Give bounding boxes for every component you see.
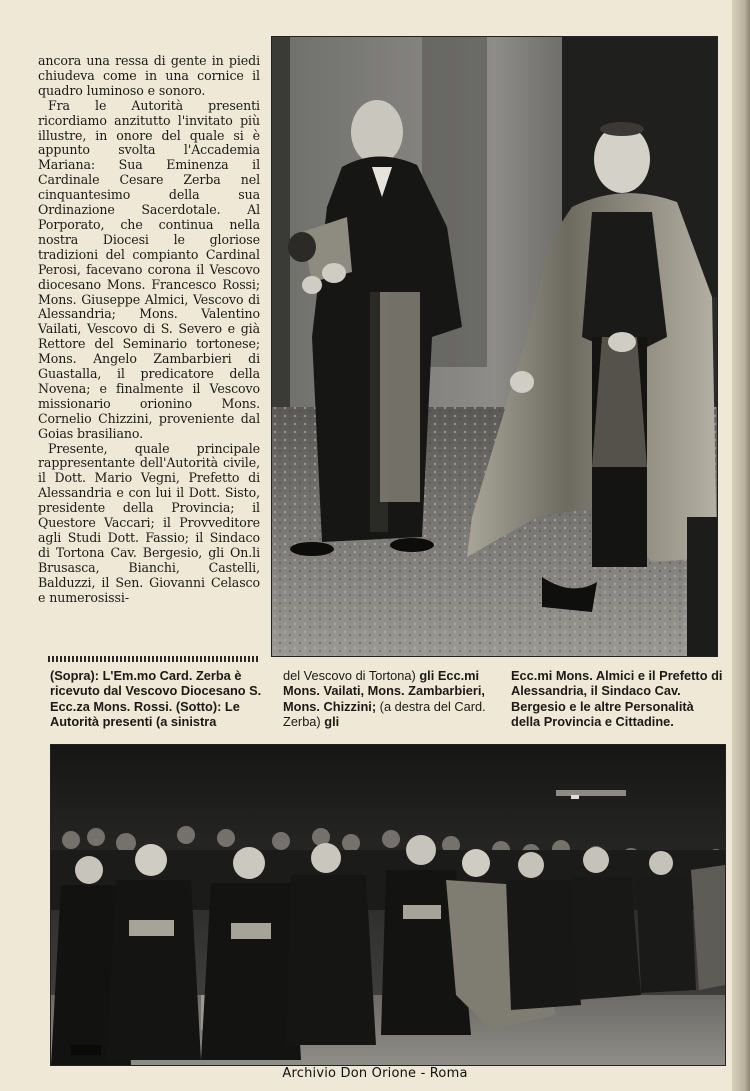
caption-column-2 (283, 668, 495, 730)
caption-text: del Vescovo di Tortona) (283, 668, 420, 683)
caption-column-1: (Sopra): L'Em.mo Card. Zerba è ricevuto dal Vescovo Diocesano S. Ecc.za Mons. Rossi. (Sotto): Le Autorità presenti (a sinistra (50, 668, 262, 730)
article-paragraph: Presente, quale principale rappresentante dell'Autorità civile, il Dott. Mario Vegni, Prefetto di Alessandria e con lui il Dott. Sisto, presidente della Provincia; il Questore Vaccari; il Provveditore agli Studi Dott. Fassio; il Sindaco di Tortona Cav. Bergesio, gli On.li Brusasca, Bianchi, Castelli, Balduzzi, il Sen. Giovanni Celasco e numerosissi- (38, 440, 260, 605)
article-column (38, 54, 260, 606)
caption-bold-text: gli Ecc.mi Mons. Vailati, Mons. Zambarbieri, Mons. Chizzini; (283, 668, 485, 714)
article-paragraph: ancora una ressa di gente in piedi chiudeva come in una cornice il quadro luminoso e sonoro. (38, 53, 260, 98)
caption-bold-text: gli (324, 714, 340, 730)
article-paragraph: Fra le Autorità presenti ricordiamo anzitutto l'invitato più illustre, in onore del quale si è appunto svolta l'Accademia Mariana: Sua Eminenza il Cardinale Cesare Zerba nel cinquantesimo della sua Ordinazione Sacerdotale. Al Porporato, che continua nella nostra Diocesi le gloriose tradizioni del compianto Cardinal Perosi, facevano corona il Vescovo diocesano Mons. Francesco Rossi; Mons. Giuseppe Almici, Vescovo di Alessandria; Mons. Valentino Vailati, Vescovo di S. Severo e già Rettore del Seminario tortonese; Mons. Angelo Zambarbieri di Guastalla, il predicatore della Novena; e finalmente il Vescovo missionario orionino Mons. Cornelio Chizzini, proveniente dal Goias brasiliano. (38, 97, 260, 441)
archive-label: Archivio Don Orione - Roma (282, 1066, 468, 1081)
column-end-rule (48, 656, 258, 662)
caption-text: (a destra del Card. Zerba) (283, 698, 486, 730)
caption-column-3: Ecc.mi Mons. Almici e il Prefetto di Alessandria, il Sindaco Cav. Bergesio e le altre Personalità della Provincia e Cittadine. (511, 668, 723, 730)
photo-authorities-seated (50, 744, 726, 1066)
photo-cardinal-and-bishop (271, 36, 718, 657)
page-edge-shadow (732, 0, 750, 1091)
